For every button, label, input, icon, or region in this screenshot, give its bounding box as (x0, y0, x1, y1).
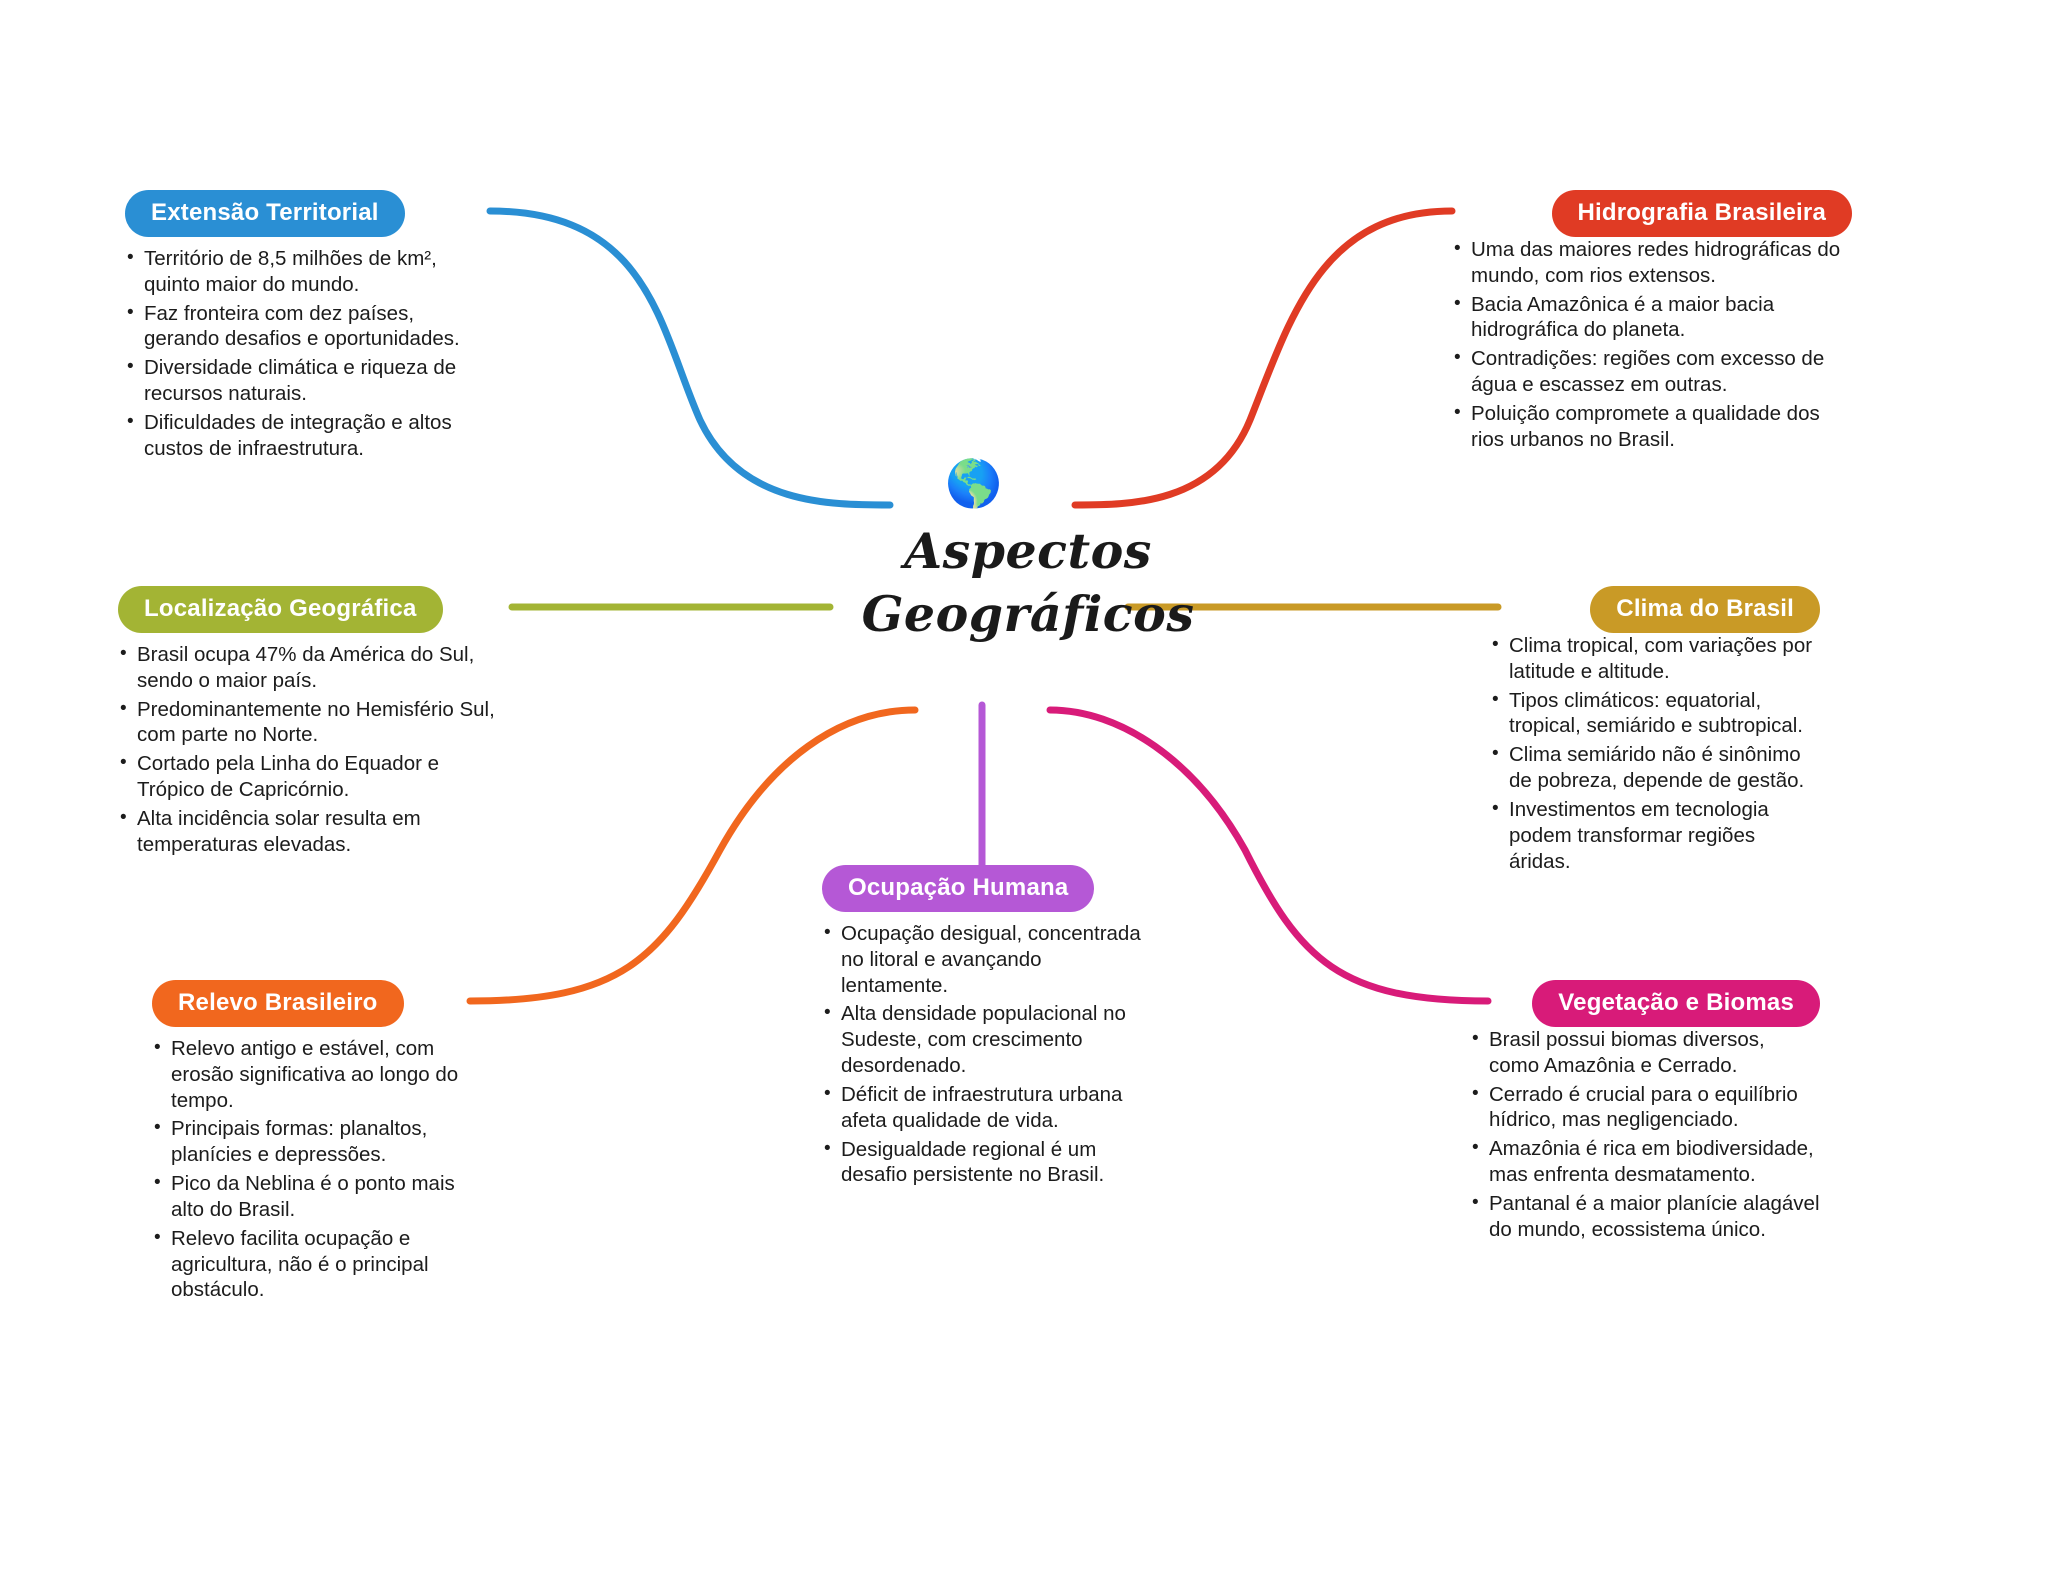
node-vegetacao-e-biomas[interactable] (1470, 980, 1820, 1246)
list-item: • Contradições: regiões com excesso de água e escassez em outras. (1452, 346, 1852, 398)
node-localizacao-geografica[interactable] (118, 586, 508, 861)
list-item: • Território de 8,5 milhões de km², quinto maior do mundo. (125, 246, 485, 298)
node-header-extensao[interactable]: Extensão Territorial (125, 190, 405, 237)
list-item: • Principais formas: planaltos, planícies e depressões. (152, 1116, 482, 1168)
list-item: • Alta densidade populacional no Sudeste, com crescimento desordenado. (822, 1001, 1142, 1078)
center-title-line-1: Aspectos (904, 522, 1152, 580)
node-body-clima (1490, 633, 1820, 874)
list-item: • Uma das maiores redes hidrográficas do mundo, com rios extensos. (1452, 237, 1852, 289)
connector-extensao (490, 211, 890, 505)
list-item: • Predominantemente no Hemisfério Sul, com parte no Norte. (118, 697, 508, 749)
node-header-hidrografia[interactable]: Hidrografia Brasileira (1552, 190, 1853, 237)
list-item: • Relevo facilita ocupação e agricultura, não é o principal obstáculo. (152, 1226, 482, 1303)
list-item: • Tipos climáticos: equatorial, tropical, semiárido e subtropical. (1490, 688, 1820, 740)
node-header-ocupacao[interactable]: Ocupação Humana (822, 865, 1094, 912)
list-item: • Clima semiárido não é sinônimo de pobreza, depende de gestão. (1490, 742, 1820, 794)
bullet-list-ocupacao (822, 921, 1142, 1188)
list-item: • Investimentos em tecnologia podem transformar regiões áridas. (1490, 797, 1820, 874)
list-item: • Bacia Amazônica é a maior bacia hidrográfica do planeta. (1452, 292, 1852, 344)
bullet-list-extensao (125, 246, 485, 462)
node-header-clima[interactable]: Clima do Brasil (1590, 586, 1820, 633)
bullet-list-relevo (152, 1036, 482, 1303)
connector-hidrografia (1075, 211, 1452, 505)
list-item: • Déficit de infraestrutura urbana afeta qualidade de vida. (822, 1082, 1142, 1134)
node-extensao-territorial[interactable] (125, 190, 485, 465)
list-item: • Diversidade climática e riqueza de recursos naturais. (125, 355, 485, 407)
bullet-list-vegetacao (1470, 1027, 1820, 1243)
list-item: • Ocupação desigual, concentrada no litoral e avançando lentamente. (822, 921, 1142, 998)
globe-americas-icon: 🌎 (945, 457, 1003, 509)
node-body-localizacao (118, 642, 508, 858)
list-item: • Clima tropical, com variações por latitude e altitude. (1490, 633, 1820, 685)
bullet-list-hidrografia (1452, 237, 1852, 453)
list-item: • Dificuldades de integração e altos custos de infraestrutura. (125, 410, 485, 462)
bullet-list-clima (1490, 633, 1820, 874)
node-body-extensao (125, 246, 485, 462)
list-item: • Alta incidência solar resulta em temperaturas elevadas. (118, 806, 508, 858)
node-body-vegetacao (1470, 1027, 1820, 1243)
list-item: • Cerrado é crucial para o equilíbrio hídrico, mas negligenciado. (1470, 1082, 1820, 1134)
node-header-relevo[interactable]: Relevo Brasileiro (152, 980, 404, 1027)
list-item: • Pantanal é a maior planície alagável do mundo, ecossistema único. (1470, 1191, 1820, 1243)
list-item: • Brasil ocupa 47% da América do Sul, sendo o maior país. (118, 642, 508, 694)
node-relevo-brasileiro[interactable] (152, 980, 482, 1306)
list-item: • Poluição compromete a qualidade dos rios urbanos no Brasil. (1452, 401, 1852, 453)
node-body-relevo (152, 1036, 482, 1303)
list-item: • Relevo antigo e estável, com erosão significativa ao longo do tempo. (152, 1036, 482, 1113)
list-item: • Desigualdade regional é um desafio persistente no Brasil. (822, 1137, 1142, 1189)
node-hidrografia-brasileira[interactable] (1452, 190, 1852, 456)
bullet-list-localizacao (118, 642, 508, 858)
node-ocupacao-humana[interactable] (822, 865, 1142, 1191)
mindmap-center-title (818, 520, 1238, 645)
node-header-localizacao[interactable]: Localização Geográfica (118, 586, 443, 633)
node-clima-do-brasil[interactable] (1490, 586, 1820, 877)
list-item: • Brasil possui biomas diversos, como Amazônia e Cerrado. (1470, 1027, 1820, 1079)
list-item: • Cortado pela Linha do Equador e Trópico de Capricórnio. (118, 751, 508, 803)
list-item: • Amazônia é rica em biodiversidade, mas enfrenta desmatamento. (1470, 1136, 1820, 1188)
center-title-line-2: Geográficos (861, 584, 1195, 643)
list-item: • Pico da Neblina é o ponto mais alto do Brasil. (152, 1171, 482, 1223)
node-header-vegetacao[interactable]: Vegetação e Biomas (1532, 980, 1820, 1027)
node-body-hidrografia (1452, 237, 1852, 453)
node-body-ocupacao (822, 921, 1142, 1188)
list-item: • Faz fronteira com dez países, gerando desafios e oportunidades. (125, 301, 485, 353)
